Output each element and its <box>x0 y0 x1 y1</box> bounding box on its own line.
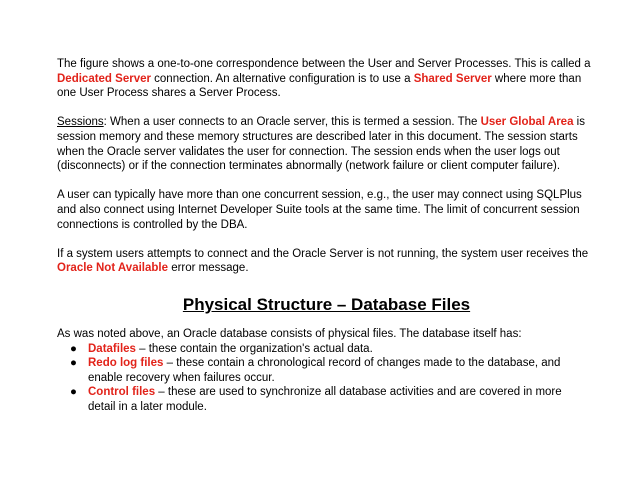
paragraph-text: is session memory and these memory structures are described later in this document. The session starts when the Oracle server validates the user for connection. The session ends when the user logs out (disconnects) or if the connection terminates abnormally (network failure or client computer failure). <box>57 116 585 173</box>
paragraph-concurrent-sessions: A user can typically have more than one concurrent session, e.g., the user may connect using SQLPlus and also connect using Internet Developer Suite tools at the same time. The limit of concurrent session connections is controlled by the DBA. <box>57 189 582 231</box>
bullet-icon: ● <box>70 357 77 370</box>
term-shared-server: Shared Server <box>413 72 492 85</box>
list-item-text: – these contain a chronological record of changes made to the database, and enable recovery when failures occur. <box>88 357 561 384</box>
list-item-text: – these contain the organization's actual data. <box>135 342 373 355</box>
paragraph-physical-files: As was noted above, an Oracle database consists of physical files. The database itself has: <box>57 327 522 340</box>
section-heading: Physical Structure – Database Files <box>182 294 471 314</box>
sessions-label: Sessions <box>57 116 104 129</box>
file-types-list <box>57 342 592 415</box>
term-control-files: Control files <box>88 386 156 399</box>
bullet-icon: ● <box>70 386 77 399</box>
paragraph-dedicated-server <box>57 57 592 101</box>
term-user-global-area: User Global Area <box>480 116 574 129</box>
term-redo-log-files: Redo log files <box>88 357 164 370</box>
term-oracle-not-available: Oracle Not Available <box>57 262 168 275</box>
paragraph-text: The figure shows a one-to-one correspondence between the User and Server Processes. This is called a <box>57 58 591 70</box>
bullet-icon: ● <box>70 342 77 355</box>
paragraph-sessions <box>57 115 592 173</box>
paragraph-text: connection. An alternative configuration is to use a <box>150 72 414 85</box>
list-item <box>57 385 592 414</box>
paragraph-text: : When a user connects to an Oracle server, this is termed a session. The <box>103 116 481 129</box>
term-dedicated-server: Dedicated Server <box>57 72 151 85</box>
term-datafiles: Datafiles <box>88 342 136 355</box>
list-item <box>57 356 592 385</box>
document-page <box>57 57 592 414</box>
list-item-text: – these are used to synchronize all database activities and are covered in more detail in a later module. <box>88 386 562 413</box>
list-item <box>57 342 592 357</box>
paragraph-text: error message. <box>168 262 249 275</box>
paragraph-oracle-not-available <box>57 247 592 276</box>
paragraph-text: where more than one User Process shares a Server Process. <box>57 72 582 100</box>
paragraph-text: If a system users attempts to connect and the Oracle Server is not running, the system user receives the <box>57 247 589 260</box>
